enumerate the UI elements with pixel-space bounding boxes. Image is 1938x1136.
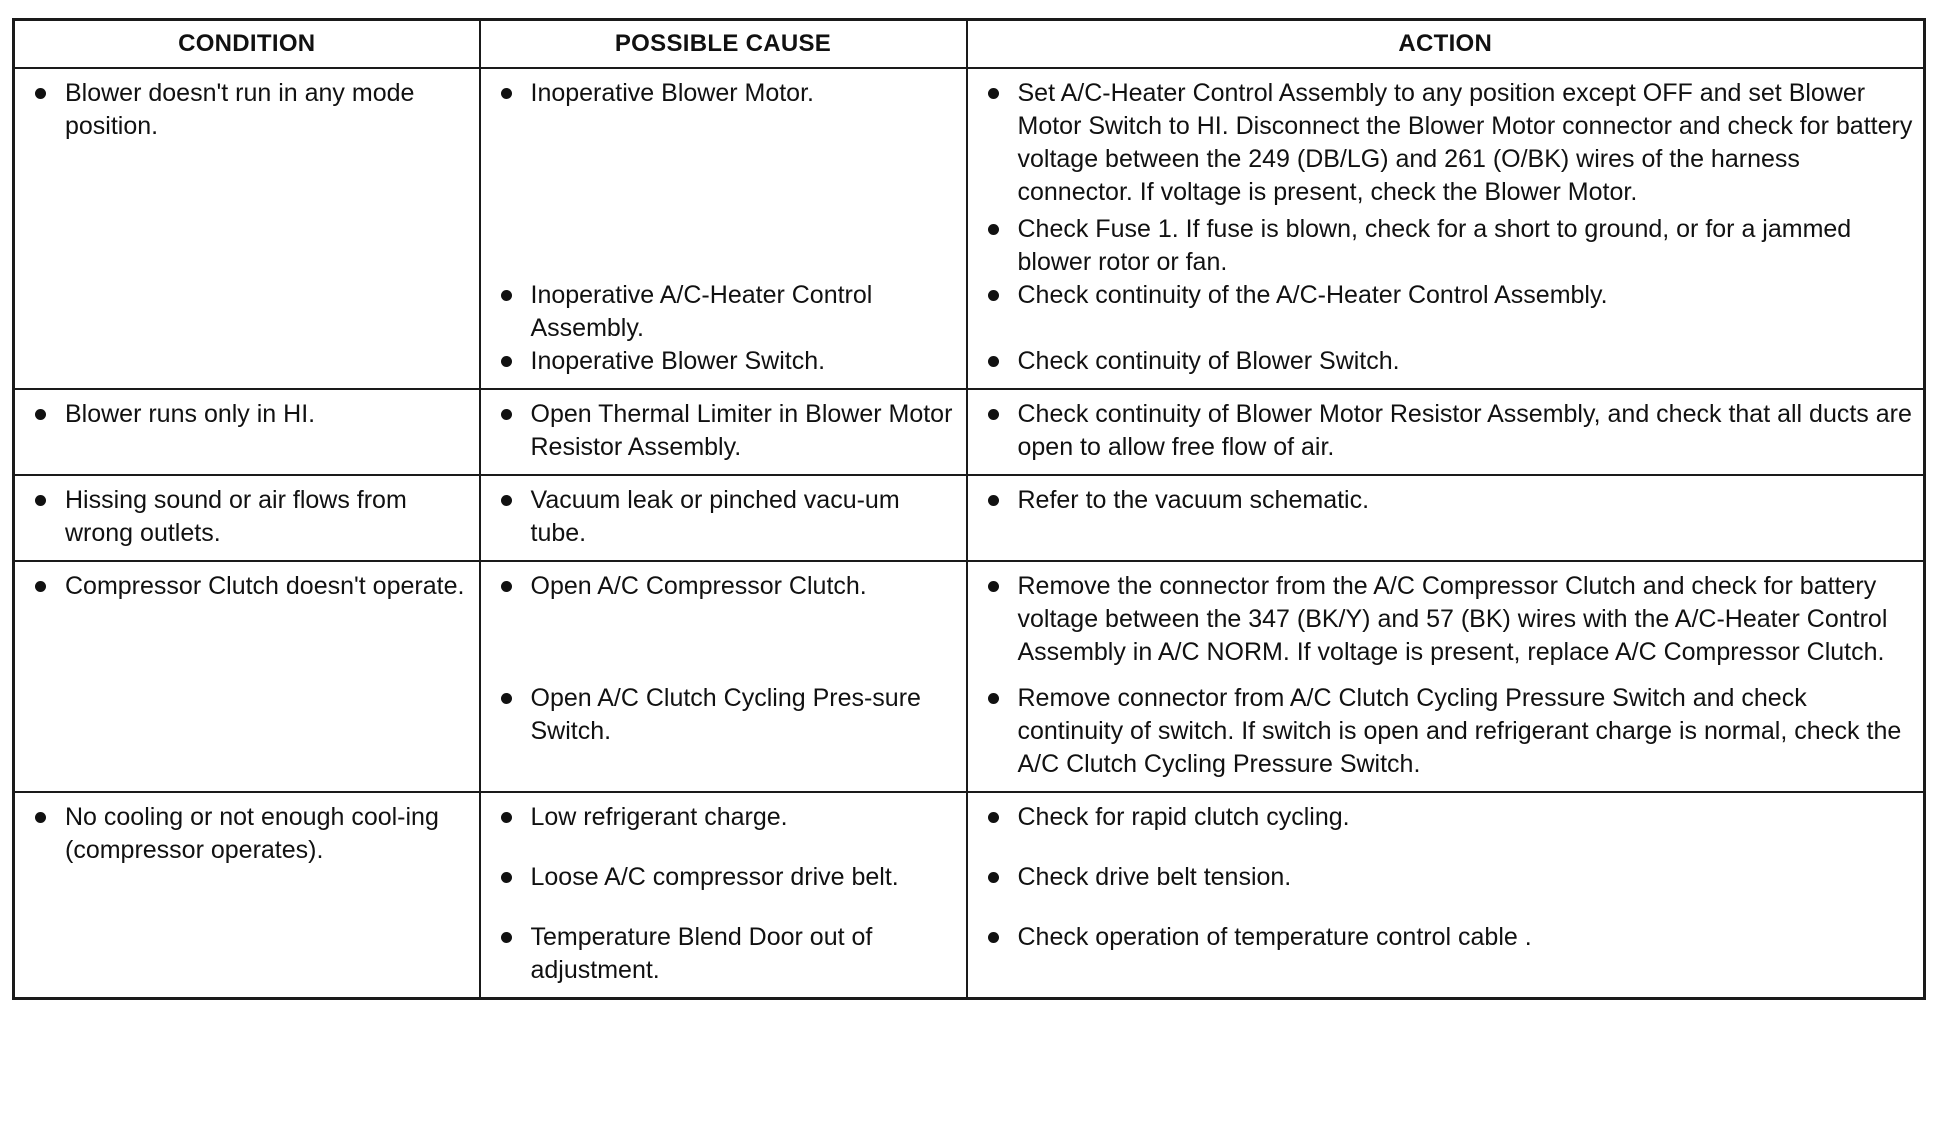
action-item-text: Check continuity of Blower Motor Resistor Assembly, and check that all ducts are open to allow free flow of air. bbox=[1017, 400, 1912, 461]
bullet-icon bbox=[491, 682, 531, 715]
action-group bbox=[978, 484, 1914, 550]
action-group bbox=[978, 345, 1914, 378]
action-item-text: Set A/C-Heater Control Assembly to any position except OFF and set Blower Motor Switch to HI. Disconnect the Blower Motor connector and check for battery voltage between the 249 (DB/LG) and 261 (O/BK) wires of the harness connector. If voltage is present, check the Blower Motor. bbox=[1017, 79, 1913, 206]
condition-item-text: Compressor Clutch doesn't operate. bbox=[65, 572, 465, 600]
bullet-icon bbox=[978, 921, 1018, 954]
condition-item-text: Blower doesn't run in any mode position. bbox=[65, 79, 415, 140]
cause-group bbox=[491, 570, 956, 682]
action-group bbox=[978, 398, 1914, 464]
bullet-icon bbox=[978, 398, 1018, 431]
bullet-icon bbox=[491, 279, 531, 312]
cause-group bbox=[491, 279, 956, 345]
condition-item bbox=[25, 484, 469, 550]
action-item bbox=[978, 861, 1914, 894]
action-item-text: Remove connector from A/C Clutch Cycling Pressure Switch and check continuity of switch. If switch is open and refrigerant charge is normal, check the A/C Clutch Cycling Pressure Switch. bbox=[1017, 684, 1902, 778]
condition-item-text: Blower runs only in HI. bbox=[65, 400, 316, 428]
condition-cell bbox=[14, 389, 480, 475]
cause-item bbox=[491, 801, 956, 834]
cause-item bbox=[491, 570, 956, 603]
bullet-icon bbox=[25, 398, 65, 431]
cause-item-text: Open A/C Compressor Clutch. bbox=[530, 572, 867, 600]
cause-item bbox=[491, 682, 956, 748]
header-possible-cause: POSSIBLE CAUSE bbox=[480, 20, 967, 69]
condition-item bbox=[25, 570, 469, 603]
condition-item bbox=[25, 801, 469, 867]
bullet-icon bbox=[25, 77, 65, 110]
bullet-icon bbox=[491, 570, 531, 603]
bullet-icon bbox=[978, 279, 1018, 312]
condition-cell bbox=[14, 475, 480, 561]
action-item-text: Check continuity of the A/C-Heater Control Assembly. bbox=[1017, 281, 1608, 309]
header-action: ACTION bbox=[967, 20, 1925, 69]
action-group bbox=[978, 570, 1914, 682]
cause-item-text: Vacuum leak or pinched vacu-um tube. bbox=[530, 486, 900, 547]
condition-cell bbox=[14, 792, 480, 999]
action-item bbox=[978, 77, 1914, 209]
cause-group bbox=[491, 345, 956, 378]
bullet-icon bbox=[25, 570, 65, 603]
action-group bbox=[978, 861, 1914, 921]
cause-item-text: Inoperative Blower Motor. bbox=[530, 79, 814, 107]
condition-cell bbox=[14, 561, 480, 792]
bullet-icon bbox=[25, 484, 65, 517]
cause-group bbox=[491, 77, 956, 279]
action-item bbox=[978, 801, 1914, 834]
bullet-icon bbox=[978, 682, 1018, 715]
action-cell bbox=[967, 475, 1925, 561]
action-item-text: Check drive belt tension. bbox=[1017, 863, 1292, 891]
action-item bbox=[978, 484, 1914, 517]
bullet-icon bbox=[978, 77, 1018, 110]
action-item bbox=[978, 213, 1914, 279]
action-item-text: Check Fuse 1. If fuse is blown, check for a short to ground, or for a jammed blower rotor or fan. bbox=[1017, 215, 1852, 276]
cause-group bbox=[491, 484, 956, 550]
bullet-icon bbox=[491, 484, 531, 517]
condition-cell bbox=[14, 68, 480, 389]
cause-item bbox=[491, 279, 956, 345]
table-row bbox=[14, 792, 1925, 999]
condition-item-text: No cooling or not enough cool-ing (compressor operates). bbox=[65, 803, 439, 864]
bullet-icon bbox=[491, 861, 531, 894]
cause-cell bbox=[480, 475, 967, 561]
cause-item bbox=[491, 77, 956, 110]
table-row bbox=[14, 68, 1925, 389]
bullet-icon bbox=[978, 345, 1018, 378]
action-item-text: Remove the connector from the A/C Compressor Clutch and check for battery voltage between the 347 (BK/Y) and 57 (BK) wires with the A/C-Heater Control Assembly in A/C NORM. If voltage is present, replace A/C Compressor Clutch. bbox=[1017, 572, 1888, 666]
header-row bbox=[14, 20, 1925, 69]
action-item bbox=[978, 570, 1914, 669]
cause-group bbox=[491, 921, 956, 987]
action-item-text: Check for rapid clutch cycling. bbox=[1017, 803, 1350, 831]
bullet-icon bbox=[978, 484, 1018, 517]
cause-item-text: Loose A/C compressor drive belt. bbox=[530, 863, 899, 891]
bullet-icon bbox=[491, 398, 531, 431]
cause-item-text: Inoperative A/C-Heater Control Assembly. bbox=[530, 281, 873, 342]
action-cell bbox=[967, 68, 1925, 389]
action-item-text: Check operation of temperature control cable . bbox=[1017, 923, 1532, 951]
bullet-icon bbox=[491, 77, 531, 110]
cause-item-text: Temperature Blend Door out of adjustment. bbox=[530, 923, 873, 984]
condition-item-text: Hissing sound or air flows from wrong outlets. bbox=[65, 486, 407, 547]
cause-item bbox=[491, 398, 956, 464]
cause-cell bbox=[480, 389, 967, 475]
table-row bbox=[14, 561, 1925, 792]
cause-group bbox=[491, 398, 956, 464]
action-group bbox=[978, 279, 1914, 345]
bullet-icon bbox=[491, 921, 531, 954]
condition-item bbox=[25, 77, 469, 143]
bullet-icon bbox=[491, 801, 531, 834]
cause-item bbox=[491, 921, 956, 987]
action-item bbox=[978, 398, 1914, 464]
action-item-text: Check continuity of Blower Switch. bbox=[1017, 347, 1400, 375]
cause-group bbox=[491, 861, 956, 921]
header-condition: CONDITION bbox=[14, 20, 480, 69]
cause-cell bbox=[480, 68, 967, 389]
bullet-icon bbox=[978, 801, 1018, 834]
table-row bbox=[14, 389, 1925, 475]
cause-item-text: Inoperative Blower Switch. bbox=[530, 347, 826, 375]
cause-item-text: Low refrigerant charge. bbox=[530, 803, 788, 831]
action-group bbox=[978, 921, 1914, 987]
bullet-icon bbox=[491, 345, 531, 378]
action-cell bbox=[967, 561, 1925, 792]
action-item bbox=[978, 345, 1914, 378]
cause-cell bbox=[480, 561, 967, 792]
action-group bbox=[978, 682, 1914, 781]
table-body bbox=[14, 68, 1925, 999]
bullet-icon bbox=[978, 861, 1018, 894]
cause-item-text: Open A/C Clutch Cycling Pres-sure Switch. bbox=[530, 684, 921, 745]
cause-group bbox=[491, 682, 956, 781]
cause-item bbox=[491, 345, 956, 378]
diagnosis-sheet bbox=[12, 18, 1926, 1000]
action-item bbox=[978, 279, 1914, 312]
diagnosis-table bbox=[12, 18, 1926, 1000]
bullet-icon bbox=[978, 570, 1018, 603]
cause-item-text: Open Thermal Limiter in Blower Motor Resistor Assembly. bbox=[530, 400, 953, 461]
action-group bbox=[978, 801, 1914, 861]
action-cell bbox=[967, 389, 1925, 475]
action-item bbox=[978, 921, 1914, 954]
cause-cell bbox=[480, 792, 967, 999]
action-cell bbox=[967, 792, 1925, 999]
action-item-text: Refer to the vacuum schematic. bbox=[1017, 486, 1370, 514]
action-item bbox=[978, 682, 1914, 781]
bullet-icon bbox=[25, 801, 65, 834]
cause-item bbox=[491, 861, 956, 894]
bullet-icon bbox=[978, 213, 1018, 246]
action-group bbox=[978, 77, 1914, 279]
table-row bbox=[14, 475, 1925, 561]
condition-item bbox=[25, 398, 469, 431]
cause-group bbox=[491, 801, 956, 861]
cause-item bbox=[491, 484, 956, 550]
